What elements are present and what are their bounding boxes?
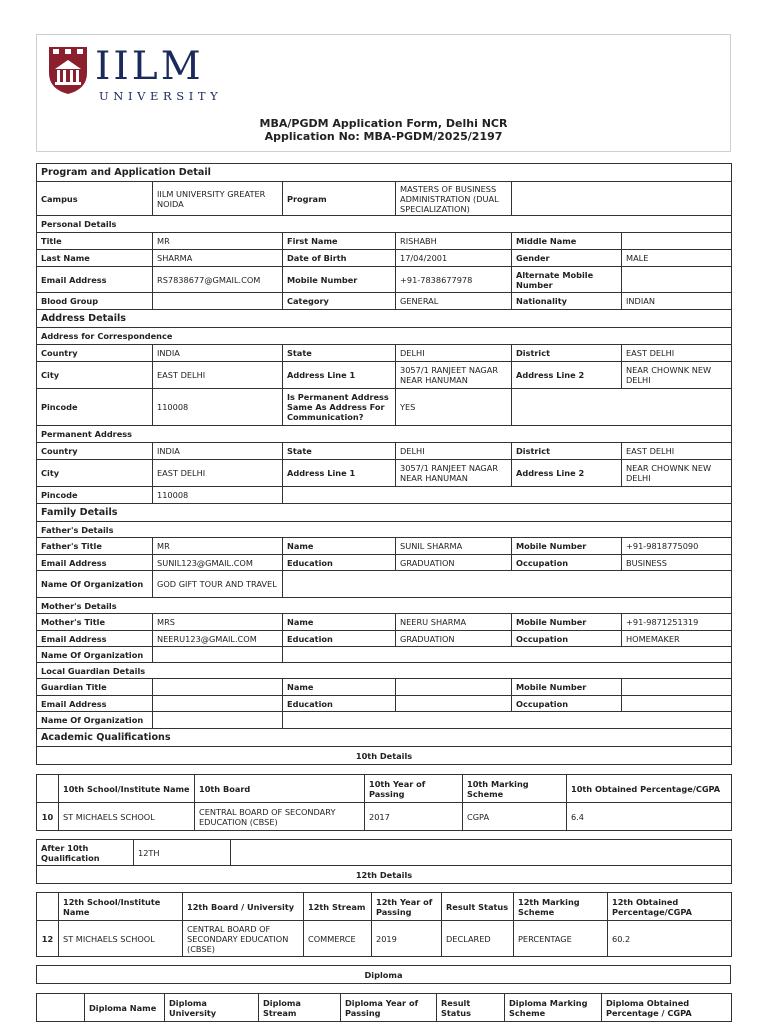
title-label: Title — [37, 233, 153, 250]
perm-district-label: District — [512, 443, 622, 460]
perm-line1-value: 3057/1 RANJEET NAGAR NEAR HANUMAN — [396, 460, 512, 487]
mother-name-label: Name — [283, 614, 396, 631]
crest-icon — [47, 45, 89, 95]
twelfth-header-scheme: 12th Marking Scheme — [514, 893, 608, 921]
after-tenth-table — [36, 839, 732, 884]
address-line1-value: 3057/1 RANJEET NAGAR NEAR HANUMAN — [396, 362, 512, 389]
section-guardian: Local Guardian Details — [37, 663, 732, 679]
program-label: Program — [283, 182, 396, 216]
empty-cell — [231, 840, 732, 866]
guardian-occupation-label: Occupation — [512, 696, 622, 712]
perm-city-value: EAST DELHI — [153, 460, 283, 487]
father-education-value: GRADUATION — [396, 555, 512, 571]
city-value: EAST DELHI — [153, 362, 283, 389]
section-father: Father's Details — [37, 522, 732, 538]
section-diploma: Diploma — [37, 966, 731, 984]
mother-mobile-label: Mobile Number — [512, 614, 622, 631]
tenth-table — [36, 774, 732, 831]
guardian-mobile-label: Mobile Number — [512, 679, 622, 696]
pincode-label: Pincode — [37, 389, 153, 426]
mother-education-value: GRADUATION — [396, 631, 512, 647]
mobile-value: +91-7838677978 — [396, 267, 512, 293]
form-header — [36, 34, 731, 152]
nationality-label: Nationality — [512, 293, 622, 310]
form-title: MBA/PGDM Application Form, Delhi NCR — [259, 117, 508, 130]
guardian-mobile-value — [622, 679, 732, 696]
tenth-score: 6.4 — [567, 803, 732, 831]
details-table — [36, 163, 732, 765]
twelfth-board: CENTRAL BOARD OF SECONDARY EDUCATION (CBSE) — [183, 921, 304, 957]
after-tenth-label: After 10th Qualification — [37, 840, 134, 866]
gender-value: MALE — [622, 250, 732, 267]
guardian-education-label: Education — [283, 696, 396, 712]
perm-district-value: EAST DELHI — [622, 443, 732, 460]
father-occupation-value: BUSINESS — [622, 555, 732, 571]
diploma-header-university: Diploma University — [165, 994, 259, 1022]
father-occupation-label: Occupation — [512, 555, 622, 571]
father-name-value: SUNIL SHARMA — [396, 538, 512, 555]
mobile-label: Mobile Number — [283, 267, 396, 293]
district-value: EAST DELHI — [622, 345, 732, 362]
twelfth-header-year: 12th Year of Passing — [372, 893, 442, 921]
section-12th: 12th Details — [37, 866, 732, 884]
tenth-year: 2017 — [365, 803, 463, 831]
alt-mobile-value — [622, 267, 732, 293]
middle-name-label: Middle Name — [512, 233, 622, 250]
twelfth-status: DECLARED — [442, 921, 514, 957]
section-permanent: Permanent Address — [37, 426, 732, 443]
father-name-label: Name — [283, 538, 396, 555]
empty-cell — [283, 571, 732, 598]
perm-city-label: City — [37, 460, 153, 487]
mother-education-label: Education — [283, 631, 396, 647]
twelfth-header-stream: 12th Stream — [304, 893, 372, 921]
after-tenth-value: 12TH — [134, 840, 231, 866]
twelfth-year: 2019 — [372, 921, 442, 957]
twelfth-row-num: 12 — [37, 921, 59, 957]
application-number: Application No: MBA-PGDM/2025/2197 — [264, 130, 503, 143]
empty-cell — [37, 775, 59, 803]
father-title-label: Father's Title — [37, 538, 153, 555]
logo-subtitle: UNIVERSITY — [99, 89, 223, 103]
empty-cell — [283, 647, 732, 663]
category-value: GENERAL — [396, 293, 512, 310]
tenth-scheme: CGPA — [463, 803, 567, 831]
tenth-header-year: 10th Year of Passing — [365, 775, 463, 803]
address-line2-label: Address Line 2 — [512, 362, 622, 389]
perm-country-label: Country — [37, 443, 153, 460]
pincode-value: 110008 — [153, 389, 283, 426]
twelfth-header-score: 12th Obtained Percentage/CGPA — [608, 893, 732, 921]
perm-line1-label: Address Line 1 — [283, 460, 396, 487]
section-10th: 10th Details — [37, 747, 732, 765]
tenth-school: ST MICHAELS SCHOOL — [59, 803, 195, 831]
program-value: MASTERS OF BUSINESS ADMINISTRATION (DUAL SPECIALIZATION) — [396, 182, 512, 216]
section-family: Family Details — [37, 504, 732, 522]
campus-value: IILM UNIVERSITY GREATER NOIDA — [153, 182, 283, 216]
dob-label: Date of Birth — [283, 250, 396, 267]
category-label: Category — [283, 293, 396, 310]
state-label: State — [283, 345, 396, 362]
address-line2-value: NEAR CHOWNK NEW DELHI — [622, 362, 732, 389]
father-education-label: Education — [283, 555, 396, 571]
district-label: District — [512, 345, 622, 362]
twelfth-score: 60.2 — [608, 921, 732, 957]
diploma-header-status: Result Status — [437, 994, 505, 1022]
twelfth-scheme: PERCENTAGE — [514, 921, 608, 957]
perm-line2-label: Address Line 2 — [512, 460, 622, 487]
perm-line2-value: NEAR CHOWNK NEW DELHI — [622, 460, 732, 487]
father-mobile-value: +91-9818775090 — [622, 538, 732, 555]
perm-state-label: State — [283, 443, 396, 460]
country-label: Country — [37, 345, 153, 362]
same-address-value: YES — [396, 389, 512, 426]
country-value: INDIA — [153, 345, 283, 362]
middle-name-value — [622, 233, 732, 250]
state-value: DELHI — [396, 345, 512, 362]
guardian-name-value — [396, 679, 512, 696]
twelfth-header-status: Result Status — [442, 893, 514, 921]
empty-cell — [512, 389, 732, 426]
mother-title-label: Mother's Title — [37, 614, 153, 631]
diploma-header-year: Diploma Year of Passing — [341, 994, 437, 1022]
guardian-email-value — [153, 696, 283, 712]
twelfth-school: ST MICHAELS SCHOOL — [59, 921, 183, 957]
nationality-value: INDIAN — [622, 293, 732, 310]
twelfth-header-board: 12th Board / University — [183, 893, 304, 921]
guardian-name-label: Name — [283, 679, 396, 696]
empty-cell — [37, 994, 85, 1022]
diploma-header-name: Diploma Name — [85, 994, 165, 1022]
father-email-value: SUNIL123@GMAIL.COM — [153, 555, 283, 571]
diploma-table — [36, 993, 732, 1022]
tenth-row-num: 10 — [37, 803, 59, 831]
mother-name-value: NEERU SHARMA — [396, 614, 512, 631]
section-mother: Mother's Details — [37, 598, 732, 614]
guardian-title-value — [153, 679, 283, 696]
tenth-board: CENTRAL BOARD OF SECONDARY EDUCATION (CBSE) — [195, 803, 365, 831]
alt-mobile-label: Alternate Mobile Number — [512, 267, 622, 293]
twelfth-stream: COMMERCE — [304, 921, 372, 957]
mother-email-label: Email Address — [37, 631, 153, 647]
empty-cell — [512, 182, 732, 216]
mother-mobile-value: +91-9871251319 — [622, 614, 732, 631]
mother-email-value: NEERU123@GMAIL.COM — [153, 631, 283, 647]
dob-value: 17/04/2001 — [396, 250, 512, 267]
empty-cell — [283, 712, 732, 729]
section-program: Program and Application Detail — [37, 164, 732, 182]
guardian-education-value — [396, 696, 512, 712]
section-personal: Personal Details — [37, 216, 732, 233]
father-org-value: GOD GIFT TOUR AND TRAVEL — [153, 571, 283, 598]
address-line1-label: Address Line 1 — [283, 362, 396, 389]
email-value: RS7838677@GMAIL.COM — [153, 267, 283, 293]
perm-state-value: DELHI — [396, 443, 512, 460]
title-value: MR — [153, 233, 283, 250]
diploma-header-stream: Diploma Stream — [259, 994, 341, 1022]
perm-country-value: INDIA — [153, 443, 283, 460]
mother-title-value: MRS — [153, 614, 283, 631]
mother-org-value — [153, 647, 283, 663]
mother-org-label: Name Of Organization — [37, 647, 153, 663]
section-academic: Academic Qualifications — [37, 729, 732, 747]
gender-label: Gender — [512, 250, 622, 267]
city-label: City — [37, 362, 153, 389]
perm-pincode-label: Pincode — [37, 487, 153, 504]
guardian-occupation-value — [622, 696, 732, 712]
diploma-header-scheme: Diploma Marking Scheme — [505, 994, 602, 1022]
last-name-label: Last Name — [37, 250, 153, 267]
empty-cell — [283, 487, 732, 504]
section-address: Address Details — [37, 310, 732, 328]
form-title-block — [37, 117, 730, 143]
tenth-header-scheme: 10th Marking Scheme — [463, 775, 567, 803]
mother-occupation-label: Occupation — [512, 631, 622, 647]
blood-group-label: Blood Group — [37, 293, 153, 310]
guardian-org-label: Name Of Organization — [37, 712, 153, 729]
father-org-label: Name Of Organization — [37, 571, 153, 598]
logo-wordmark: IILM — [95, 44, 204, 89]
mother-occupation-value: HOMEMAKER — [622, 631, 732, 647]
university-logo — [47, 43, 237, 103]
tenth-header-board: 10th Board — [195, 775, 365, 803]
guardian-title-label: Guardian Title — [37, 679, 153, 696]
first-name-label: First Name — [283, 233, 396, 250]
section-correspondence: Address for Correspondence — [37, 328, 732, 345]
twelfth-header-school: 12th School/Institute Name — [59, 893, 183, 921]
twelfth-table — [36, 892, 732, 957]
campus-label: Campus — [37, 182, 153, 216]
guardian-org-value — [153, 712, 283, 729]
first-name-value: RISHABH — [396, 233, 512, 250]
diploma-title-table — [36, 965, 731, 984]
tenth-header-score: 10th Obtained Percentage/CGPA — [567, 775, 732, 803]
diploma-header-score: Diploma Obtained Percentage / CGPA — [602, 994, 732, 1022]
father-title-value: MR — [153, 538, 283, 555]
tenth-header-school: 10th School/Institute Name — [59, 775, 195, 803]
last-name-value: SHARMA — [153, 250, 283, 267]
father-email-label: Email Address — [37, 555, 153, 571]
guardian-email-label: Email Address — [37, 696, 153, 712]
perm-pincode-value: 110008 — [153, 487, 283, 504]
email-label: Email Address — [37, 267, 153, 293]
father-mobile-label: Mobile Number — [512, 538, 622, 555]
blood-group-value — [153, 293, 283, 310]
empty-cell — [37, 893, 59, 921]
same-address-label: Is Permanent Address Same As Address For Communication? — [283, 389, 396, 426]
